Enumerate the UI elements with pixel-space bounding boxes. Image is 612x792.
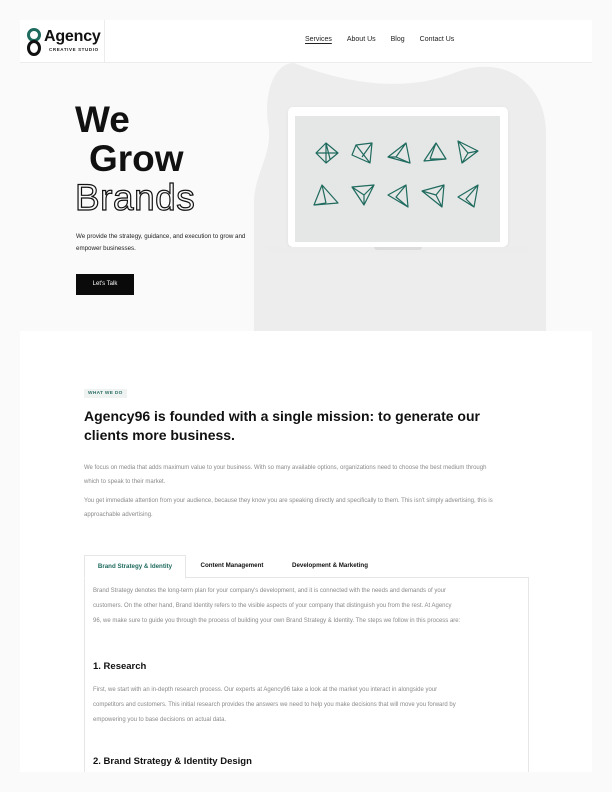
section-eyebrow: WHAT WE DO [84,389,127,398]
page [20,20,592,772]
prism-icon [314,185,338,205]
prism-icon [316,143,338,163]
nav-services[interactable]: Services [305,36,332,43]
nav-about-us[interactable]: About Us [346,36,376,43]
prism-icon [352,143,372,163]
main-nav [305,36,469,43]
prism-icon [424,143,446,161]
logo-subtitle: CREATIVE STUDIO [49,47,99,52]
prism-icon [458,141,478,163]
tab-brand-strategy[interactable]: Brand Strategy & Identity [84,555,186,579]
prism-icons [312,133,484,229]
site-header [20,20,592,63]
hero-title-line-1: We [75,99,130,140]
prism-icon [352,185,374,205]
logo[interactable] [26,27,104,57]
text-line: empowering you to base decisions on actual data. [93,717,227,723]
services-tabs [84,555,527,772]
laptop-illustration [266,107,530,257]
laptop-notch [374,247,422,250]
hero-title-line-3: Brands [75,177,196,218]
nav-contact-us[interactable]: Contact Us [419,36,455,43]
tab-content-management[interactable]: Content Management [200,562,264,569]
about-paragraph-1: We focus on media that adds maximum value to your business. With so many available options, organizations need to choose the best medium through which to speak to their market. [84,465,487,485]
step-1-title: 1. Research [93,661,147,672]
step-1-text [93,683,519,728]
nav-blog[interactable]: Blog [390,36,405,43]
hero-title [75,100,195,217]
step-2-title: 2. Brand Strategy & Identity Design [93,756,252,767]
tab-development-marketing[interactable]: Development & Marketing [292,562,368,569]
tab-intro-text [93,584,519,629]
text-line: First, we start with an in-depth research process. Our experts at Agency96 take a look at the market you interact in alongside your [93,687,438,693]
prism-icon [388,185,408,207]
text-line: 96, we make sure to guide you through the process of building your own Brand Strategy & Identity. The steps we follow in this process are: [93,618,461,624]
prism-icon [458,185,478,207]
lets-talk-button[interactable]: Let's Talk [76,274,134,295]
hero-section [20,63,592,331]
hero-description: We provide the strategy, guidance, and execution to grow and empower businesses. [76,233,246,252]
tab-panel-brand-strategy [84,577,529,772]
mission-headline: Agency96 is founded with a single mission: to generate our clients more business. [84,408,480,443]
prism-icon [388,143,410,163]
about-paragraph-2: You get immediate attention from your audience, because they know you are speaking directly and specifically to them. This isn't simply advertising, this is approachable advertising. [84,498,493,518]
text-line: Brand Strategy denotes the long-term plan for your company's development, and it is connected with the needs and demands of your [93,588,447,594]
header-divider [104,20,105,62]
prism-icon [422,185,444,207]
text-line: customers. On the other hand, Brand Identity refers to the visible aspects of your company that distinguish you from the rest. At Agency [93,603,452,609]
text-line: competitors and customers. This initial research provides the answers we need to help you make decisions that will move you forward by [93,702,456,708]
logo-name: Agency [44,28,101,45]
logo-mark-icon [26,27,42,57]
hero-title-line-2: Grow [89,138,184,179]
